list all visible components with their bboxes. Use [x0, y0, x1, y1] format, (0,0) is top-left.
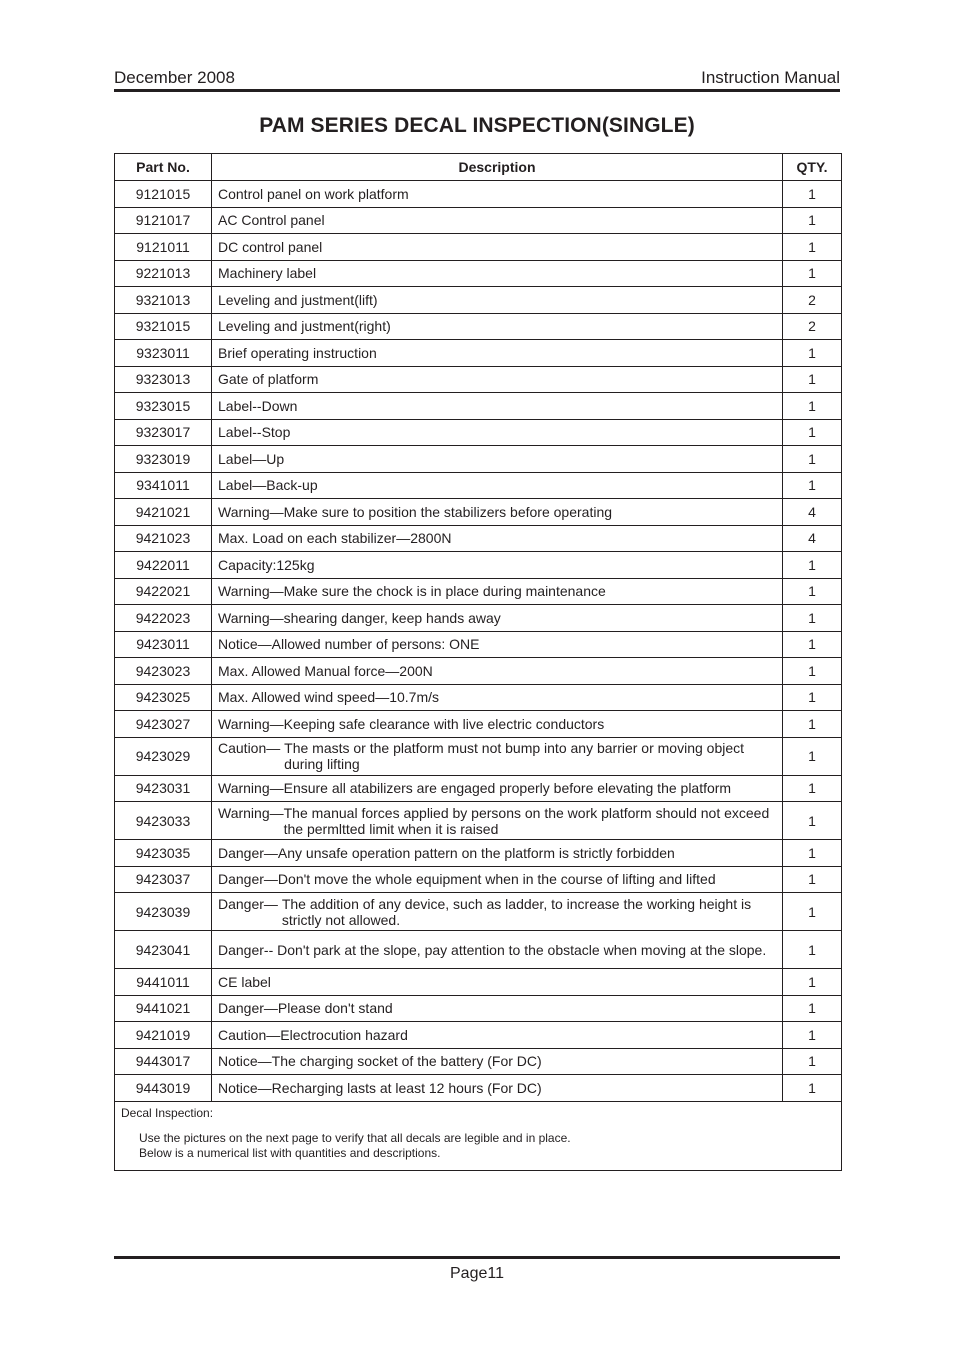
description-cell: AC Control panel	[212, 207, 783, 234]
description-cell: Notice—The charging socket of the battery (For DC)	[212, 1048, 783, 1075]
quantity-cell: 1	[783, 931, 842, 969]
part-number-cell: 9423039	[115, 893, 212, 931]
description-cell: Machinery label	[212, 260, 783, 287]
quantity-cell: 1	[783, 711, 842, 738]
table-row	[115, 684, 842, 711]
description-text: The masts or the platform must not bump into any barrier or moving object during lifting	[284, 740, 745, 772]
column-header-qty: QTY.	[783, 154, 842, 181]
part-number-cell: 9443017	[115, 1048, 212, 1075]
description-cell: Max. Allowed wind speed—10.7m/s	[212, 684, 783, 711]
part-number-cell: 9422023	[115, 605, 212, 632]
footer-line-2: Below is a numerical list with quantities and descriptions.	[139, 1145, 441, 1160]
page-header	[114, 66, 840, 90]
table-row	[115, 313, 842, 340]
part-number-cell: 9323013	[115, 366, 212, 393]
description-cell: Warning—Make sure the chock is in place during maintenance	[212, 578, 783, 605]
description-cell: Warning—shearing danger, keep hands away	[212, 605, 783, 632]
header-date: December 2008	[114, 68, 235, 87]
part-number-cell: 9121017	[115, 207, 212, 234]
quantity-cell: 2	[783, 287, 842, 314]
part-number-cell: 9441021	[115, 995, 212, 1022]
quantity-cell: 1	[783, 995, 842, 1022]
description-cell: DC control panel	[212, 234, 783, 261]
table-row	[115, 1048, 842, 1075]
part-number-cell: 9421021	[115, 499, 212, 526]
description-cell: Leveling and justment(lift)	[212, 287, 783, 314]
column-header-part: Part No.	[115, 154, 212, 181]
part-number-cell: 9422011	[115, 552, 212, 579]
table-row	[115, 775, 842, 802]
table-row	[115, 446, 842, 473]
table-row	[115, 499, 842, 526]
part-number-cell: 9421023	[115, 525, 212, 552]
footer-label: Decal Inspection:	[121, 1105, 214, 1120]
quantity-cell: 1	[783, 366, 842, 393]
description-prefix: Caution—	[218, 740, 285, 756]
header-doc-title: Instruction Manual	[701, 68, 840, 87]
table-row	[115, 260, 842, 287]
description-cell: Max. Load on each stabilizer—2800N	[212, 525, 783, 552]
part-number-cell: 9423031	[115, 775, 212, 802]
column-header-description: Description	[212, 154, 783, 181]
description-cell: Warning—Make sure to position the stabilizers before operating	[212, 499, 783, 526]
table-row	[115, 1075, 842, 1102]
part-number-cell: 9121011	[115, 234, 212, 261]
quantity-cell: 1	[783, 393, 842, 420]
description-cell: Warning—Keeping safe clearance with live electric conductors	[212, 711, 783, 738]
table-row	[115, 737, 842, 775]
part-number-cell: 9423035	[115, 840, 212, 867]
table-row	[115, 1022, 842, 1049]
quantity-cell: 1	[783, 181, 842, 208]
part-number-cell: 9423023	[115, 658, 212, 685]
description-cell: Brief operating instruction	[212, 340, 783, 367]
table-row	[115, 207, 842, 234]
part-number-cell: 9443019	[115, 1075, 212, 1102]
quantity-cell: 4	[783, 525, 842, 552]
description-cell: Gate of platform	[212, 366, 783, 393]
part-number-cell: 9423011	[115, 631, 212, 658]
quantity-cell: 1	[783, 1022, 842, 1049]
description-cell: Danger—Any unsafe operation pattern on the platform is strictly forbidden	[212, 840, 783, 867]
quantity-cell: 1	[783, 207, 842, 234]
description-cell: Warning—Ensure all atabilizers are engaged properly before elevating the platform	[212, 775, 783, 802]
description-cell: Notice—Recharging lasts at least 12 hours (For DC)	[212, 1075, 783, 1102]
header-rule	[114, 89, 840, 92]
quantity-cell: 1	[783, 578, 842, 605]
quantity-cell: 1	[783, 658, 842, 685]
description-cell	[212, 931, 783, 969]
description-cell	[212, 802, 783, 840]
part-number-cell: 9423025	[115, 684, 212, 711]
table-header-row	[115, 154, 842, 181]
quantity-cell: 1	[783, 234, 842, 261]
description-cell: Danger—Don't move the whole equipment when in the course of lifting and lifted	[212, 866, 783, 893]
table-row	[115, 711, 842, 738]
table-row	[115, 658, 842, 685]
part-number-cell: 9323019	[115, 446, 212, 473]
table-row	[115, 552, 842, 579]
description-cell: Label--Stop	[212, 419, 783, 446]
table-row	[115, 893, 842, 931]
table-row	[115, 605, 842, 632]
description-text: The manual forces applied by persons on the work platform should not exceed the permltted limit when it is raised	[283, 804, 770, 837]
table-row	[115, 969, 842, 996]
description-cell: Notice—Allowed number of persons: ONE	[212, 631, 783, 658]
part-number-cell: 9423037	[115, 866, 212, 893]
description-cell: CE label	[212, 969, 783, 996]
quantity-cell: 1	[783, 340, 842, 367]
part-number-cell: 9221013	[115, 260, 212, 287]
description-cell: Leveling and justment(right)	[212, 313, 783, 340]
part-number-cell: 9341011	[115, 472, 212, 499]
description-cell: Caution—Electrocution hazard	[212, 1022, 783, 1049]
quantity-cell: 1	[783, 840, 842, 867]
part-number-cell: 9321013	[115, 287, 212, 314]
table-row	[115, 419, 842, 446]
table-footer-row	[115, 1101, 842, 1170]
table-row	[115, 181, 842, 208]
quantity-cell: 2	[783, 313, 842, 340]
page-number: Page11	[450, 1265, 504, 1282]
description-cell: Capacity:125kg	[212, 552, 783, 579]
description-prefix: Danger--	[218, 941, 278, 958]
table-row	[115, 802, 842, 840]
part-number-cell: 9423029	[115, 737, 212, 775]
description-text: The addition of any device, such as ladder, to increase the working height is strictly not allowed.	[281, 895, 752, 928]
page-title: PAM SERIES DECAL INSPECTION(SINGLE)	[259, 114, 695, 137]
decal-table	[114, 153, 842, 1171]
part-number-cell: 9323011	[115, 340, 212, 367]
table-row	[115, 472, 842, 499]
table-row	[115, 578, 842, 605]
quantity-cell: 1	[783, 1048, 842, 1075]
table-row	[115, 525, 842, 552]
description-prefix: Warning—	[218, 804, 284, 821]
quantity-cell: 4	[783, 499, 842, 526]
quantity-cell: 1	[783, 684, 842, 711]
quantity-cell: 1	[783, 419, 842, 446]
quantity-cell: 1	[783, 969, 842, 996]
quantity-cell: 1	[783, 866, 842, 893]
quantity-cell: 1	[783, 552, 842, 579]
quantity-cell: 1	[783, 893, 842, 931]
table-row	[115, 931, 842, 969]
footer-rule	[114, 1256, 840, 1259]
part-number-cell: 9421019	[115, 1022, 212, 1049]
part-number-cell: 9321015	[115, 313, 212, 340]
part-number-cell: 9422021	[115, 578, 212, 605]
quantity-cell: 1	[783, 605, 842, 632]
quantity-cell: 1	[783, 472, 842, 499]
description-text: Don't park at the slope, pay attention to the obstacle when moving at the slope.	[277, 941, 767, 958]
description-cell: Label—Up	[212, 446, 783, 473]
description-cell: Max. Allowed Manual force—200N	[212, 658, 783, 685]
part-number-cell: 9423041	[115, 931, 212, 969]
table-row	[115, 631, 842, 658]
description-prefix: Danger—	[218, 895, 282, 912]
part-number-cell: 9423033	[115, 802, 212, 840]
table-row	[115, 393, 842, 420]
table-row	[115, 840, 842, 867]
quantity-cell: 1	[783, 802, 842, 840]
table-row	[115, 287, 842, 314]
quantity-cell: 1	[783, 737, 842, 775]
quantity-cell: 1	[783, 260, 842, 287]
description-cell: Danger—Please don't stand	[212, 995, 783, 1022]
quantity-cell: 1	[783, 1075, 842, 1102]
description-cell	[212, 737, 783, 775]
table-row	[115, 234, 842, 261]
table-row	[115, 340, 842, 367]
part-number-cell: 9323017	[115, 419, 212, 446]
description-cell: Control panel on work platform	[212, 181, 783, 208]
table-row	[115, 995, 842, 1022]
footer-line-1: Use the pictures on the next page to verify that all decals are legible and in place.	[139, 1130, 571, 1145]
table-row	[115, 366, 842, 393]
quantity-cell: 1	[783, 631, 842, 658]
part-number-cell: 9323015	[115, 393, 212, 420]
description-cell	[212, 893, 783, 931]
description-cell: Label—Back-up	[212, 472, 783, 499]
part-number-cell: 9441011	[115, 969, 212, 996]
quantity-cell: 1	[783, 446, 842, 473]
quantity-cell: 1	[783, 775, 842, 802]
part-number-cell: 9121015	[115, 181, 212, 208]
part-number-cell: 9423027	[115, 711, 212, 738]
description-cell: Label--Down	[212, 393, 783, 420]
table-row	[115, 866, 842, 893]
decal-inspection-note	[115, 1101, 842, 1170]
